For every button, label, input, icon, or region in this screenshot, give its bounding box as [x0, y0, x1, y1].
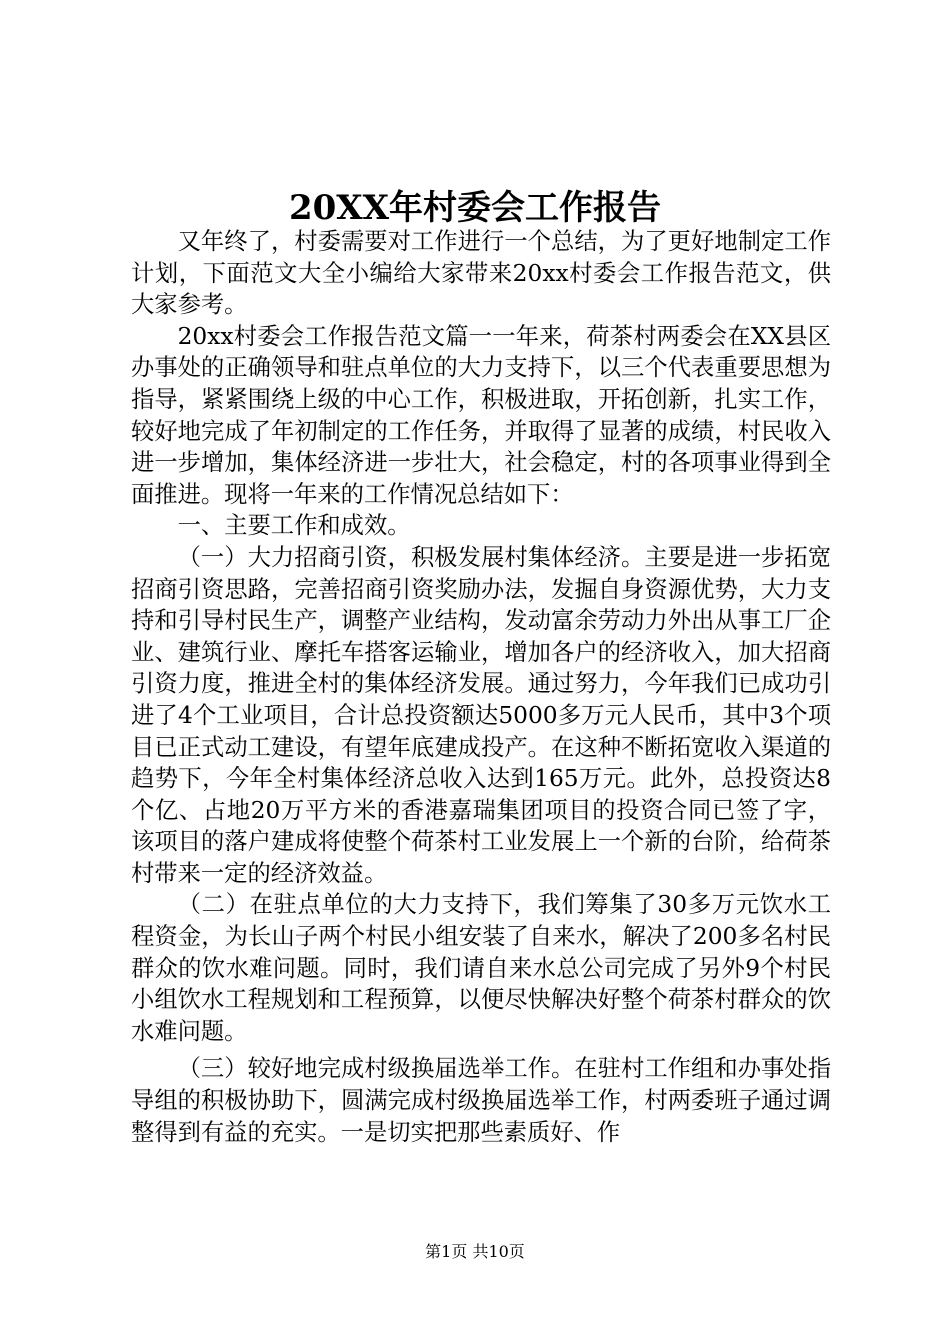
paragraph-item-3: （三）较好地完成村级换届选举工作。在驻村工作组和办事处指导组的积极协助下，圆满完成村级换届选举工作，村两委班子通过调整得到有益的充实。一是切实把那些素质好、作: [131, 1055, 831, 1146]
document-body: [131, 226, 831, 1148]
page-footer: 第1页 共10页: [425, 1242, 525, 1261]
paragraph-item-2: （二）在驻点单位的大力支持下，我们筹集了30多万元饮水工程资金，为长山子两个村民小组安装了自来水，解决了200多名村民群众的饮水难问题。同时，我们请自来水总公司完成了另外9个村民小组饮水工程规划和工程预算，以便尽快解决好整个荷茶村群众的饮水难问题。: [131, 891, 831, 1045]
paragraph-intro: 又年终了，村委需要对工作进行一个总结，为了更好地制定工作计划，下面范文大全小编给大家带来20xx村委会工作报告范文，供大家参考。: [131, 228, 831, 319]
paragraph-item-1: （一）大力招商引资，积极发展村集体经济。主要是进一步拓宽招商引资思路，完善招商引资奖励办法，发掘自身资源优势，大力支持和引导村民生产，调整产业结构，发动富余劳动力外出从事工厂企业、建筑行业、摩托车搭客运输业，增加各户的经济收入，加大招商引资力度，推进全村的集体经济发展。通过努力，今年我们已成功引进了4个工业项目，合计总投资额达5000多万元人民币，其中3个项目已正式动工建设，有望年底建成投产。在这种不断拓宽收入渠道的趋势下，今年全村集体经济总收入达到165万元。此外，总投资达8个亿、占地20万平方米的香港嘉瑞集团项目的投资合同已签了字，该项目的落户建成将使整个荷茶村工业发展上一个新的台阶，给荷茶村带来一定的经济效益。: [131, 543, 831, 887]
section-heading: 一、主要工作和成效。: [177, 512, 411, 540]
paragraph-summary: 20xx村委会工作报告范文篇一一年来，荷茶村两委会在XX县区办事处的正确领导和驻点单位的大力支持下，以三个代表重要思想为指导，紧紧围绕上级的中心工作，积极进取，开拓创新，扎实工作，较好地完成了年初制定的工作任务，并取得了显著的成绩，村民收入进一步增加，集体经济进一步壮大，社会稳定，村的各项事业得到全面推进。现将一年来的工作情况总结如下：: [131, 322, 831, 508]
document-title: 20XX年村委会工作报告: [288, 188, 662, 228]
